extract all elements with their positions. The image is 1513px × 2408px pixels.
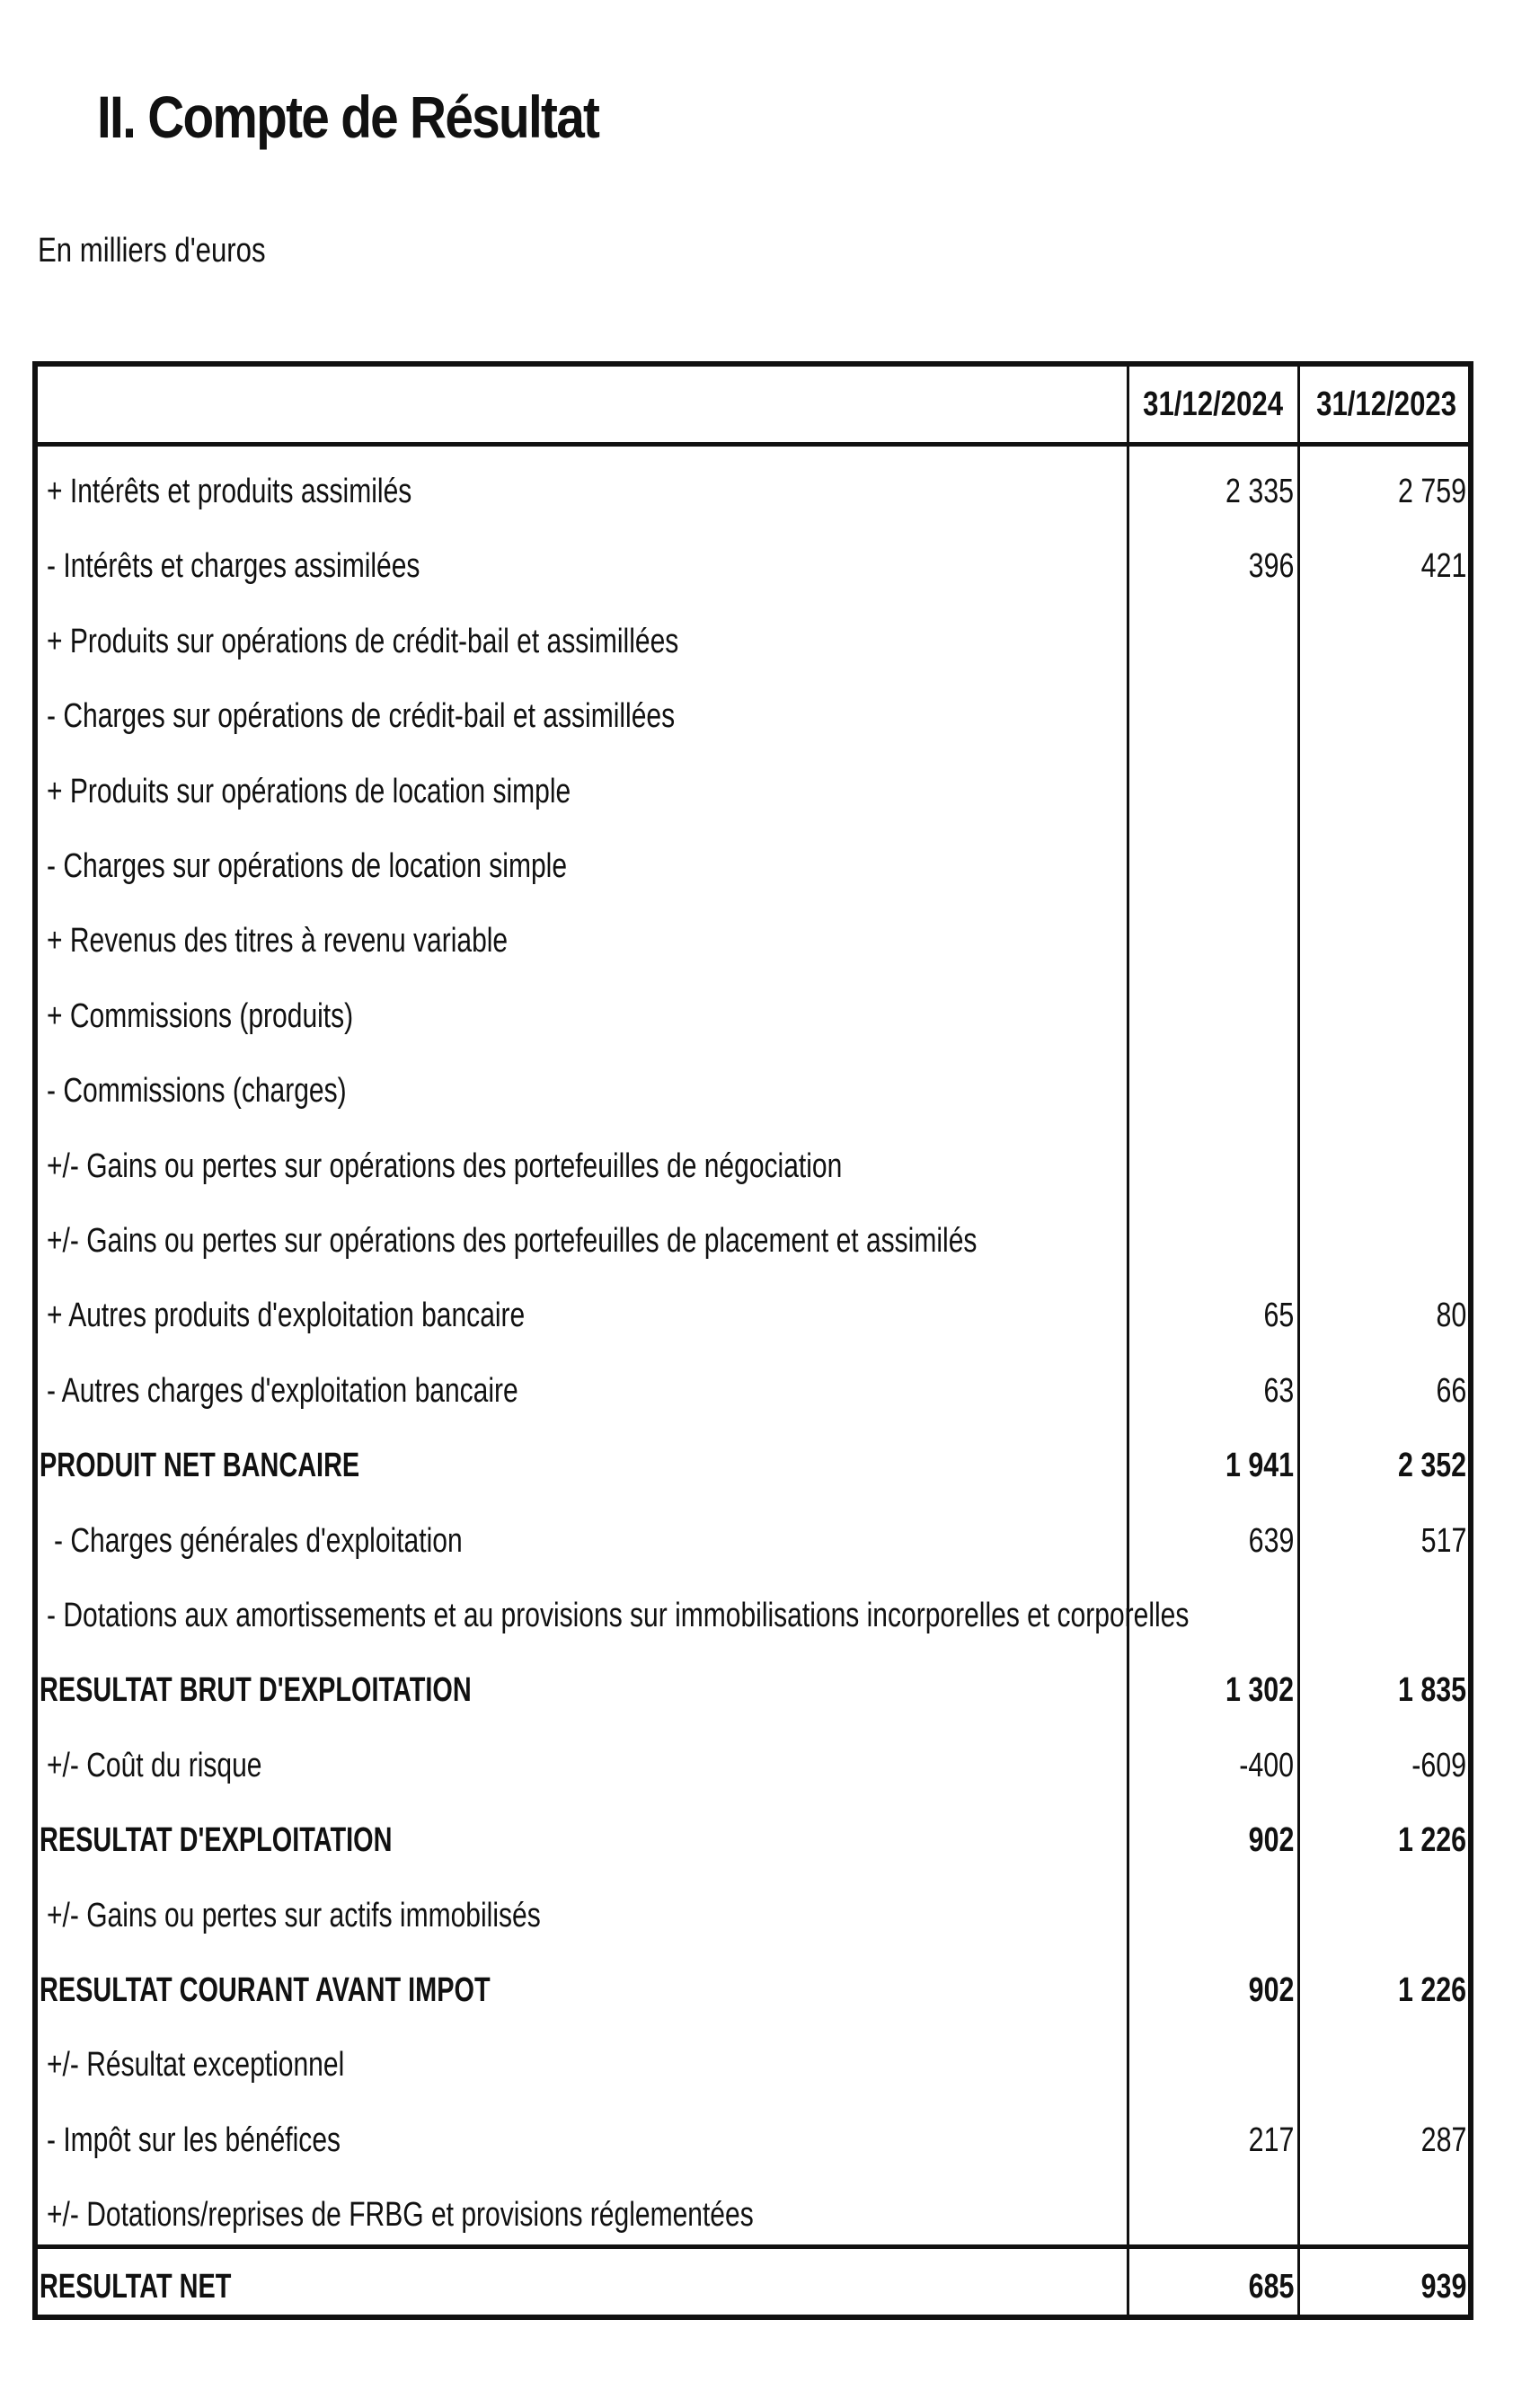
row-label: RESULTAT COURANT AVANT IMPOT — [40, 1971, 491, 2009]
table-row — [38, 1056, 1468, 1128]
table-row — [38, 2030, 1468, 2102]
value-2024: 217 — [1248, 2120, 1294, 2159]
row-label: +/- Gains ou pertes sur opérations des portefeuilles de négociation — [47, 1146, 843, 1185]
table-row — [38, 2252, 1468, 2324]
column-header-2023 — [1300, 367, 1473, 442]
value-2024: 902 — [1248, 1971, 1294, 2009]
row-label: RESULTAT NET — [40, 2268, 232, 2306]
row-label: +/- Gains ou pertes sur actifs immobilisés — [47, 1896, 541, 1934]
column-header-2023-label: 31/12/2023 — [1316, 385, 1457, 423]
row-label: + Intérêts et produits assimilés — [47, 473, 412, 510]
table-row — [38, 981, 1468, 1053]
table-row — [38, 1655, 1468, 1727]
row-label: + Revenus des titres à revenu variable — [47, 922, 509, 961]
value-2024: 65 — [1263, 1297, 1294, 1335]
table-row — [38, 2105, 1468, 2177]
value-2024: 63 — [1263, 1371, 1294, 1410]
value-2023: 939 — [1420, 2268, 1466, 2306]
row-label: +/- Gains ou pertes sur opérations des portefeuilles de placement et assimilés — [47, 1222, 978, 1260]
table-row — [38, 1356, 1468, 1428]
table-row — [38, 456, 1468, 528]
value-2024: 902 — [1248, 1821, 1294, 1860]
table-row — [38, 606, 1468, 678]
table-row — [38, 1955, 1468, 2027]
value-2023: 2 759 — [1397, 473, 1466, 510]
value-2023: 2 352 — [1397, 1447, 1466, 1485]
row-label: +/- Résultat exceptionnel — [47, 2046, 345, 2085]
income-statement-table — [32, 361, 1473, 2320]
row-label: + Autres produits d'exploitation bancaire — [47, 1297, 526, 1335]
value-2024: 1 302 — [1225, 1671, 1294, 1710]
row-label: - Commissions (charges) — [47, 1072, 347, 1111]
row-label: - Charges générales d'exploitation — [54, 1521, 463, 1560]
row-label: PRODUIT NET BANCAIRE — [40, 1447, 360, 1485]
table-row — [38, 1506, 1468, 1578]
column-header-2024-label: 31/12/2024 — [1143, 385, 1284, 423]
value-2023: 1 835 — [1397, 1671, 1466, 1710]
row-label: +/- Coût du risque — [47, 1746, 262, 1784]
row-label: + Produits sur opérations de location simple — [47, 772, 571, 810]
unit-caption: En milliers d'euros — [38, 232, 266, 270]
table-row — [38, 906, 1468, 978]
row-label: - Autres charges d'exploitation bancaire — [47, 1371, 518, 1410]
table-row — [38, 1131, 1468, 1203]
table-row — [38, 1430, 1468, 1502]
value-2024: 396 — [1248, 547, 1294, 586]
value-2024: 685 — [1248, 2268, 1294, 2306]
value-2023: 421 — [1420, 547, 1466, 586]
row-label: - Dotations aux amortissements et au provisions sur immobilisations incorporelles et corporelles — [47, 1597, 1190, 1634]
row-label: + Commissions (produits) — [47, 996, 354, 1035]
value-2024: 2 335 — [1225, 473, 1294, 510]
value-2024: 639 — [1248, 1521, 1294, 1560]
table-row — [38, 531, 1468, 603]
row-label: - Charges sur opérations de crédit-bail et assimillées — [47, 697, 676, 736]
value-2023: 287 — [1420, 2120, 1466, 2159]
table-row — [38, 1805, 1468, 1877]
value-2023: -609 — [1411, 1746, 1466, 1784]
table-row — [38, 1206, 1468, 1278]
row-label: - Intérêts et charges assimilées — [47, 547, 420, 586]
table-row — [38, 1731, 1468, 1802]
value-2023: 80 — [1436, 1297, 1466, 1335]
value-2024: -400 — [1239, 1746, 1294, 1784]
row-label: - Impôt sur les bénéfices — [47, 2120, 341, 2159]
row-label: - Charges sur opérations de location simple — [47, 847, 568, 885]
row-label: RESULTAT BRUT D'EXPLOITATION — [40, 1671, 472, 1710]
table-row — [38, 1881, 1468, 1952]
value-2023: 1 226 — [1397, 1821, 1466, 1860]
value-2024: 1 941 — [1225, 1447, 1294, 1485]
column-header-2024 — [1129, 367, 1297, 442]
table-row — [38, 1580, 1468, 1652]
row-label: + Produits sur opérations de crédit-bail et assimillées — [47, 622, 679, 660]
table-row — [38, 681, 1468, 753]
table-row — [38, 831, 1468, 903]
header-separator — [38, 442, 1468, 447]
row-label: RESULTAT D'EXPLOITATION — [40, 1821, 393, 1860]
value-2023: 1 226 — [1397, 1971, 1466, 2009]
table-row — [38, 2180, 1468, 2252]
row-label: +/- Dotations/reprises de FRBG et provisions réglementées — [47, 2196, 754, 2235]
table-row — [38, 1280, 1468, 1352]
table-row — [38, 757, 1468, 828]
page-title: II. Compte de Résultat — [97, 84, 599, 150]
value-2023: 517 — [1420, 1521, 1466, 1560]
value-2023: 66 — [1436, 1371, 1466, 1410]
